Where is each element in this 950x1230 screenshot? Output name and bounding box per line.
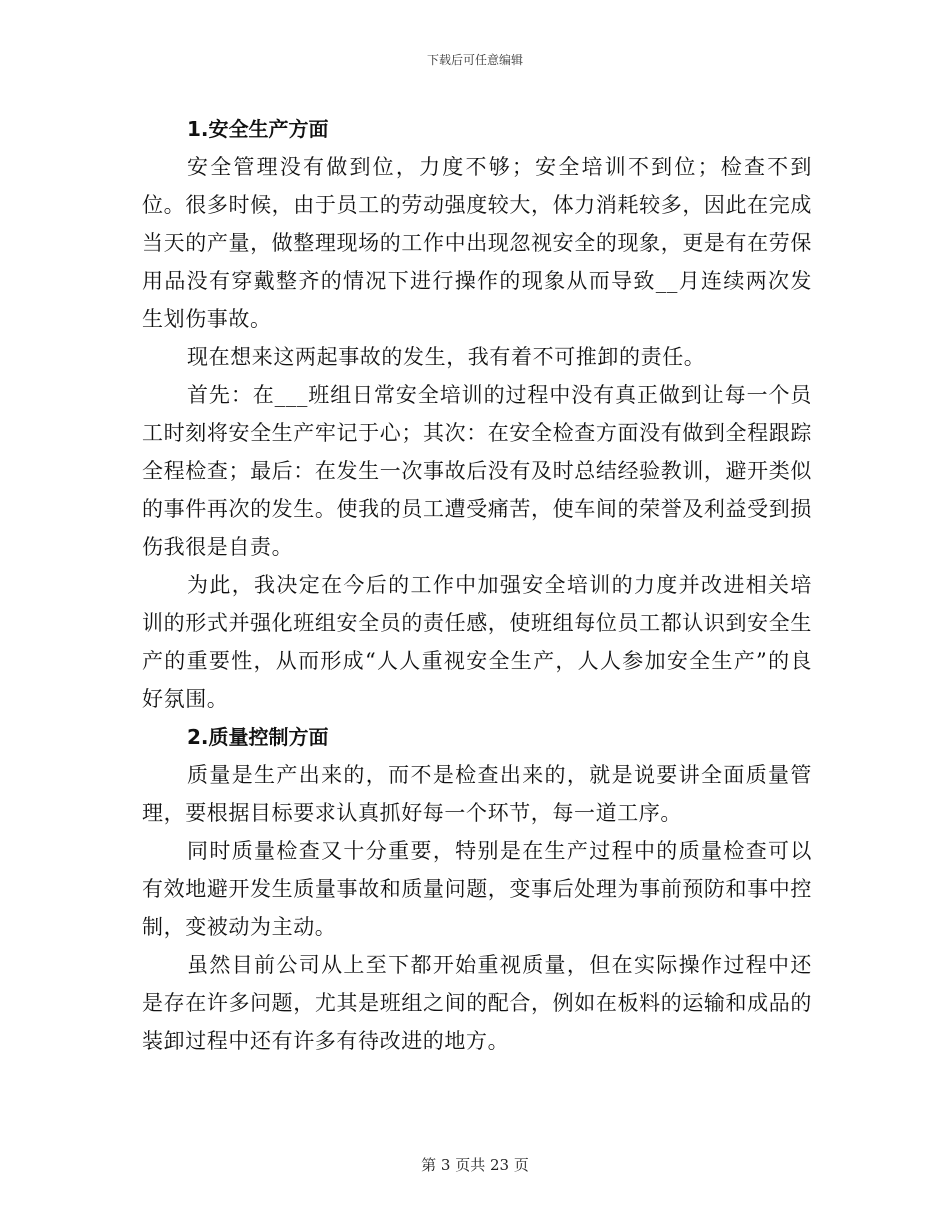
paragraph: 首先：在___班组日常安全培训的过程中没有真正做到让每一个员工时刻将安全生产牢记于心；其次：在安全检查方面没有做到全程跟踪全程检查；最后：在发生一次事故后没有及时总结经验教训，避开类似的事件再次的发生。使我的员工遭受痛苦，使车间的荣誉及利益受到损伤我很是自责。: [142, 383, 812, 559]
paragraph: 安全管理没有做到位，力度不够；安全培训不到位；检查不到位。很多时候，由于员工的劳动强度较大，体力消耗较多，因此在完成当天的产量，做整理现场的工作中出现忽视安全的现象，更是有在劳保用品没有穿戴整齐的情况下进行操作的现象从而导致__月连续两次发生划伤事故。: [142, 155, 812, 331]
paragraph: 质量是生产出来的，而不是检查出来的，就是说要讲全面质量管理，要根据目标要求认真抓好每一个环节，每一道工序。: [142, 763, 812, 825]
section-safety: [142, 110, 812, 718]
paragraph: 同时质量检查又十分重要，特别是在生产过程中的质量检查可以有效地避开发生质量事故和质量问题，变事后处理为事前预防和事中控制，变被动为主动。: [142, 839, 812, 939]
paragraph: 为此，我决定在今后的工作中加强安全培训的力度并改进相关培训的形式并强化班组安全员的责任感，使班组每位员工都认识到安全生产的重要性，从而形成“人人重视安全生产，人人参加安全生产”的良好氛围。: [142, 573, 812, 711]
page-footer: 第 3 页共 23 页: [421, 1156, 529, 1174]
section-heading-quality: 2.质量控制方面: [187, 725, 329, 749]
document-body: [142, 110, 812, 1060]
section-heading-safety: 1.安全生产方面: [187, 117, 329, 141]
paragraph: 虽然目前公司从上至下都开始重视质量，但在实际操作过程中还是存在许多问题，尤其是班组之间的配合，例如在板料的运输和成品的装卸过程中还有许多有待改进的地方。: [142, 953, 812, 1053]
section-quality: [142, 718, 812, 1060]
paragraph: 现在想来这两起事故的发生，我有着不可推卸的责任。: [187, 345, 706, 369]
page-header: 下载后可任意编辑: [426, 53, 523, 67]
